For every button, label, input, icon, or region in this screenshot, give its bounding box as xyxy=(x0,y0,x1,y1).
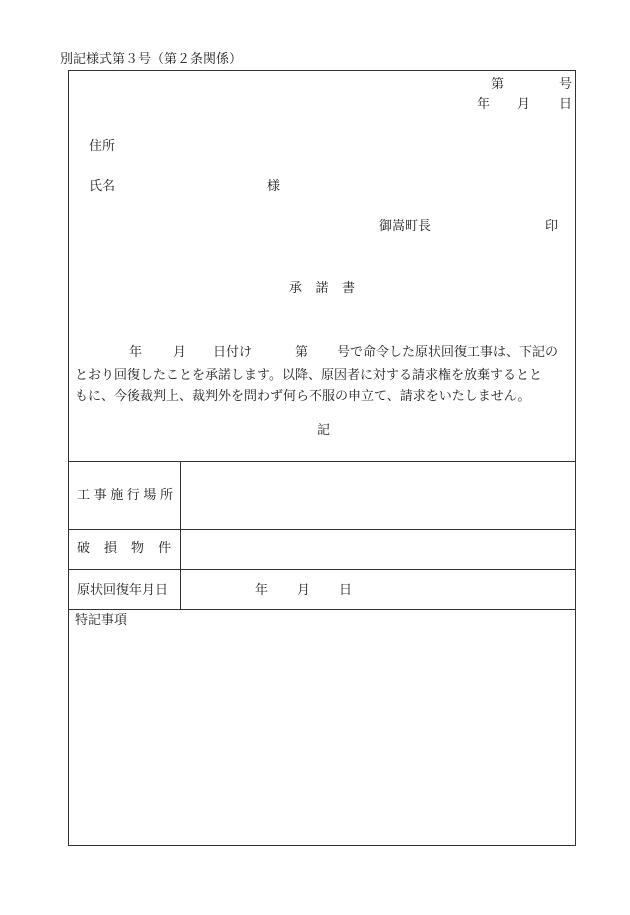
statement-line1-rest: 号で命令した原状回復工事は、下記の xyxy=(337,345,559,360)
address-label: 住所 xyxy=(89,139,116,154)
statement-dated: 日付け xyxy=(213,345,253,360)
doc-date-month: 月 xyxy=(517,97,531,112)
document-title-char: 承 xyxy=(289,281,303,296)
form-caption: 別記様式第３号（第２条関係） xyxy=(60,52,243,67)
doc-date-day: 日 xyxy=(559,97,573,112)
table-rule xyxy=(69,529,575,530)
statement-number-prefix: 第 xyxy=(295,345,309,360)
seal-mark: 印 xyxy=(545,219,559,234)
damaged-property-label: 破損物件 xyxy=(77,541,186,556)
restore-date-month: 月 xyxy=(297,583,311,598)
name-label: 氏名 xyxy=(89,179,116,194)
site-label-char: 工 xyxy=(77,488,91,503)
restore-date-label: 原状回復年月日 xyxy=(77,583,169,598)
document-title-char: 書 xyxy=(341,281,355,296)
site-label xyxy=(77,488,173,504)
restore-date-year: 年 xyxy=(255,583,269,598)
table-rule xyxy=(69,569,575,570)
doc-number-suffix: 号 xyxy=(559,77,573,92)
statement-line3: もに、今後裁判上、裁判外を問わず何ら不服の申立て、請求をいたしません。 xyxy=(75,389,531,404)
issuer-title: 御嵩町長 xyxy=(379,219,432,234)
statement-year: 年 xyxy=(129,345,143,360)
ki-mark: 記 xyxy=(317,423,331,438)
restore-date-day: 日 xyxy=(339,583,353,598)
table-top-rule xyxy=(69,461,575,462)
name-honorific: 様 xyxy=(267,179,281,194)
site-label-char: 事 xyxy=(93,488,107,503)
document-title xyxy=(289,281,355,297)
consent-statement xyxy=(75,343,571,408)
table-column-rule xyxy=(180,461,181,609)
document-title-char: 諾 xyxy=(315,281,329,296)
doc-date-year: 年 xyxy=(477,97,491,112)
site-label-char: 行 xyxy=(126,488,140,503)
consent-form xyxy=(68,70,576,846)
site-label-char: 所 xyxy=(159,488,173,503)
statement-month: 月 xyxy=(173,345,187,360)
site-label-char: 場 xyxy=(143,488,157,503)
table-rule xyxy=(69,609,575,610)
statement-line2: とおり回復したことを承諾します。以降、原因者に対する請求権を放棄するとと xyxy=(75,367,542,383)
special-notes-label: 特記事項 xyxy=(75,613,128,628)
site-label-char: 施 xyxy=(110,488,124,503)
doc-number-prefix: 第 xyxy=(491,77,505,92)
